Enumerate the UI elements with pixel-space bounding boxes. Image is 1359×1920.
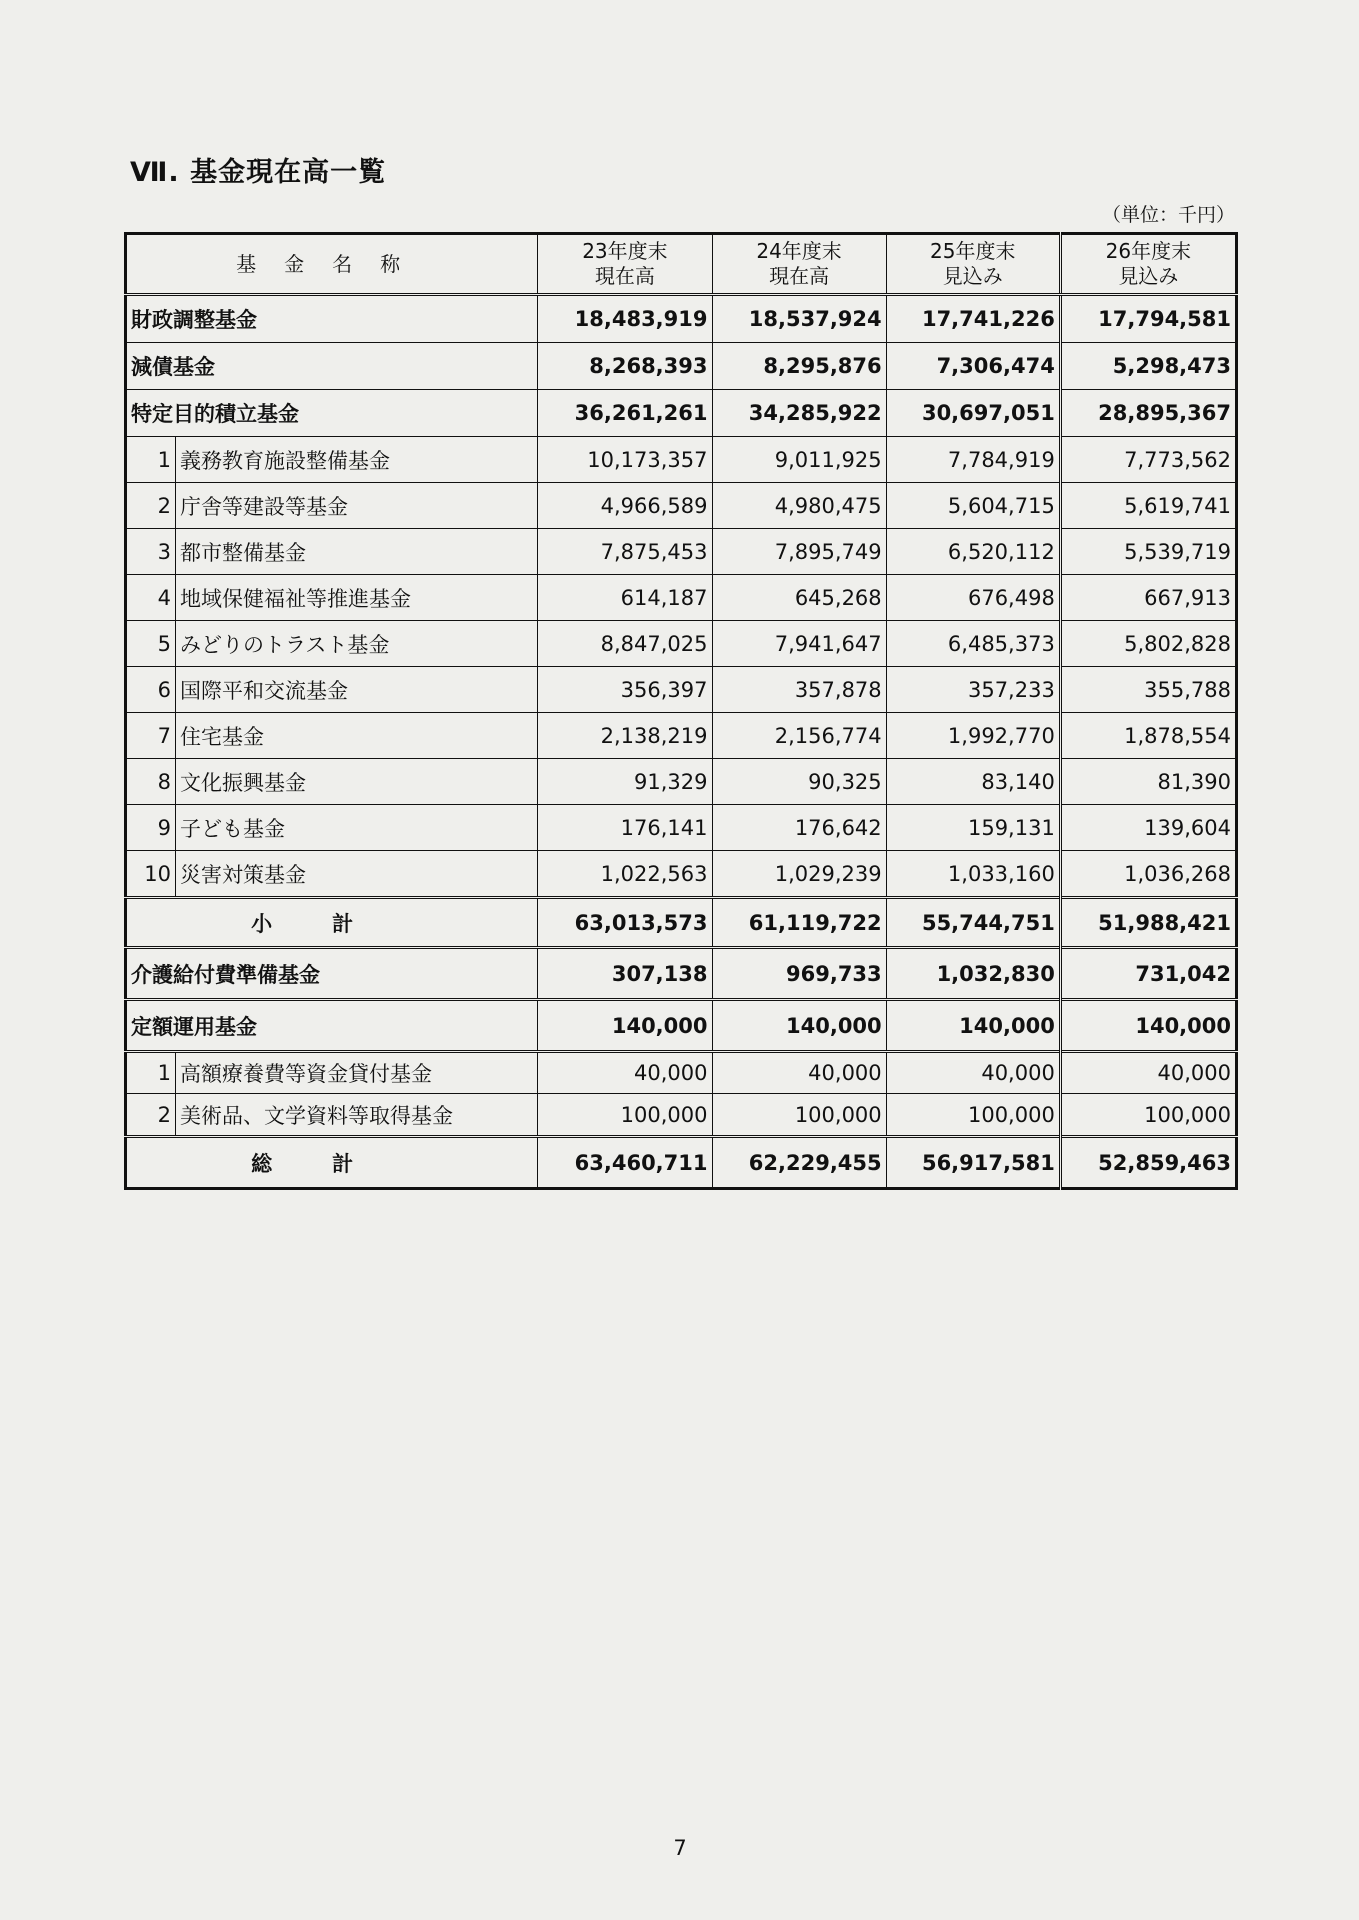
table-row-teigaku	[126, 1000, 1237, 1052]
value-fy25: 5,604,715	[886, 483, 1060, 529]
value-fy26: 1,036,268	[1060, 851, 1236, 898]
value-fy25: 7,306,474	[886, 343, 1060, 390]
value-fy24: 2,156,774	[712, 713, 886, 759]
table-header-row	[126, 234, 1237, 295]
row-index: 1	[126, 1052, 176, 1094]
row-index: 1	[126, 437, 176, 483]
value-fy24: 176,642	[712, 805, 886, 851]
row-label: 庁舎等建設等基金	[176, 483, 538, 529]
row-label: 国際平和交流基金	[176, 667, 538, 713]
table-row-sub-7	[126, 713, 1237, 759]
value-fy23: 100,000	[538, 1094, 712, 1137]
table-row-sub-1	[126, 437, 1237, 483]
value-fy23: 10,173,357	[538, 437, 712, 483]
value-fy25: 100,000	[886, 1094, 1060, 1137]
page-number: 7	[673, 1836, 687, 1860]
value-fy26: 100,000	[1060, 1094, 1236, 1137]
value-fy24: 140,000	[712, 1000, 886, 1052]
row-index: 4	[126, 575, 176, 621]
value-fy25: 6,485,373	[886, 621, 1060, 667]
row-index: 5	[126, 621, 176, 667]
value-fy25: 17,741,226	[886, 295, 1060, 343]
table-row-subtotal	[126, 898, 1237, 948]
value-fy24: 90,325	[712, 759, 886, 805]
header-fy26: 26年度末 見込み	[1060, 234, 1236, 295]
header-fy24: 24年度末 現在高	[712, 234, 886, 295]
total-label: 総計	[126, 1137, 538, 1189]
value-fy26: 7,773,562	[1060, 437, 1236, 483]
value-fy26: 5,298,473	[1060, 343, 1236, 390]
value-fy25: 56,917,581	[886, 1137, 1060, 1189]
value-fy23: 4,966,589	[538, 483, 712, 529]
value-fy25: 357,233	[886, 667, 1060, 713]
value-fy24: 645,268	[712, 575, 886, 621]
value-fy26: 140,000	[1060, 1000, 1236, 1052]
value-fy24: 1,029,239	[712, 851, 886, 898]
value-fy25: 55,744,751	[886, 898, 1060, 948]
row-index: 8	[126, 759, 176, 805]
value-fy23: 140,000	[538, 1000, 712, 1052]
table-row-kaigo	[126, 948, 1237, 1000]
table-row-gensai	[126, 343, 1237, 390]
value-fy24: 8,295,876	[712, 343, 886, 390]
value-fy23: 63,013,573	[538, 898, 712, 948]
value-fy26: 355,788	[1060, 667, 1236, 713]
value-fy25: 140,000	[886, 1000, 1060, 1052]
value-fy23: 356,397	[538, 667, 712, 713]
value-fy26: 17,794,581	[1060, 295, 1236, 343]
value-fy26: 5,802,828	[1060, 621, 1236, 667]
value-fy26: 40,000	[1060, 1052, 1236, 1094]
value-fy24: 40,000	[712, 1052, 886, 1094]
value-fy26: 81,390	[1060, 759, 1236, 805]
row-label: 美術品、文学資料等取得基金	[176, 1094, 538, 1137]
row-label: 子ども基金	[176, 805, 538, 851]
row-label: 文化振興基金	[176, 759, 538, 805]
value-fy26: 5,619,741	[1060, 483, 1236, 529]
value-fy26: 139,604	[1060, 805, 1236, 851]
value-fy26: 28,895,367	[1060, 390, 1236, 437]
row-label: 財政調整基金	[126, 295, 538, 343]
table-row-teigaku-sub-2	[126, 1094, 1237, 1137]
row-label: 特定目的積立基金	[126, 390, 538, 437]
row-label: 災害対策基金	[176, 851, 538, 898]
row-label: 都市整備基金	[176, 529, 538, 575]
value-fy23: 8,268,393	[538, 343, 712, 390]
row-index: 3	[126, 529, 176, 575]
value-fy23: 18,483,919	[538, 295, 712, 343]
value-fy26: 52,859,463	[1060, 1137, 1236, 1189]
value-fy24: 62,229,455	[712, 1137, 886, 1189]
page-title: Ⅶ. 基金現在高一覧	[130, 157, 387, 188]
header-fund-name: 基金名称	[126, 234, 538, 295]
value-fy25: 40,000	[886, 1052, 1060, 1094]
value-fy23: 36,261,261	[538, 390, 712, 437]
value-fy25: 7,784,919	[886, 437, 1060, 483]
table-row-sub-3	[126, 529, 1237, 575]
row-label: 地域保健福祉等推進基金	[176, 575, 538, 621]
value-fy26: 667,913	[1060, 575, 1236, 621]
row-label: 高額療養費等資金貸付基金	[176, 1052, 538, 1094]
value-fy23: 2,138,219	[538, 713, 712, 759]
value-fy25: 30,697,051	[886, 390, 1060, 437]
value-fy25: 159,131	[886, 805, 1060, 851]
value-fy25: 83,140	[886, 759, 1060, 805]
table-row-sub-9	[126, 805, 1237, 851]
table-row-sub-5	[126, 621, 1237, 667]
table-row-zaisei	[126, 295, 1237, 343]
value-fy26: 51,988,421	[1060, 898, 1236, 948]
value-fy24: 34,285,922	[712, 390, 886, 437]
value-fy25: 1,033,160	[886, 851, 1060, 898]
value-fy23: 8,847,025	[538, 621, 712, 667]
value-fy24: 61,119,722	[712, 898, 886, 948]
value-fy23: 614,187	[538, 575, 712, 621]
row-label: 介護給付費準備基金	[126, 948, 538, 1000]
value-fy25: 676,498	[886, 575, 1060, 621]
row-label: みどりのトラスト基金	[176, 621, 538, 667]
row-index: 10	[126, 851, 176, 898]
value-fy24: 969,733	[712, 948, 886, 1000]
table-row-sub-10	[126, 851, 1237, 898]
value-fy26: 731,042	[1060, 948, 1236, 1000]
row-index: 9	[126, 805, 176, 851]
value-fy23: 40,000	[538, 1052, 712, 1094]
header-fy23: 23年度末 現在高	[538, 234, 712, 295]
value-fy23: 7,875,453	[538, 529, 712, 575]
value-fy26: 1,878,554	[1060, 713, 1236, 759]
unit-note: （単位：千円）	[1101, 204, 1235, 226]
subtotal-label: 小計	[126, 898, 538, 948]
value-fy23: 176,141	[538, 805, 712, 851]
table-row-sub-8	[126, 759, 1237, 805]
table-row-sub-4	[126, 575, 1237, 621]
value-fy25: 6,520,112	[886, 529, 1060, 575]
fund-balance-table	[124, 232, 1238, 1190]
row-index: 7	[126, 713, 176, 759]
table-row-sub-6	[126, 667, 1237, 713]
value-fy24: 9,011,925	[712, 437, 886, 483]
value-fy23: 307,138	[538, 948, 712, 1000]
row-label: 住宅基金	[176, 713, 538, 759]
value-fy24: 100,000	[712, 1094, 886, 1137]
table-row-total	[126, 1137, 1237, 1189]
row-index: 6	[126, 667, 176, 713]
table-row-sub-2	[126, 483, 1237, 529]
value-fy23: 1,022,563	[538, 851, 712, 898]
row-label: 減債基金	[126, 343, 538, 390]
value-fy23: 91,329	[538, 759, 712, 805]
value-fy24: 357,878	[712, 667, 886, 713]
row-index: 2	[126, 483, 176, 529]
value-fy24: 4,980,475	[712, 483, 886, 529]
value-fy25: 1,032,830	[886, 948, 1060, 1000]
value-fy24: 7,941,647	[712, 621, 886, 667]
row-label: 義務教育施設整備基金	[176, 437, 538, 483]
header-fy25: 25年度末 見込み	[886, 234, 1060, 295]
row-index: 2	[126, 1094, 176, 1137]
value-fy24: 7,895,749	[712, 529, 886, 575]
value-fy24: 18,537,924	[712, 295, 886, 343]
value-fy25: 1,992,770	[886, 713, 1060, 759]
table-row-tokutei	[126, 390, 1237, 437]
row-label: 定額運用基金	[126, 1000, 538, 1052]
value-fy26: 5,539,719	[1060, 529, 1236, 575]
table-row-teigaku-sub-1	[126, 1052, 1237, 1094]
value-fy23: 63,460,711	[538, 1137, 712, 1189]
